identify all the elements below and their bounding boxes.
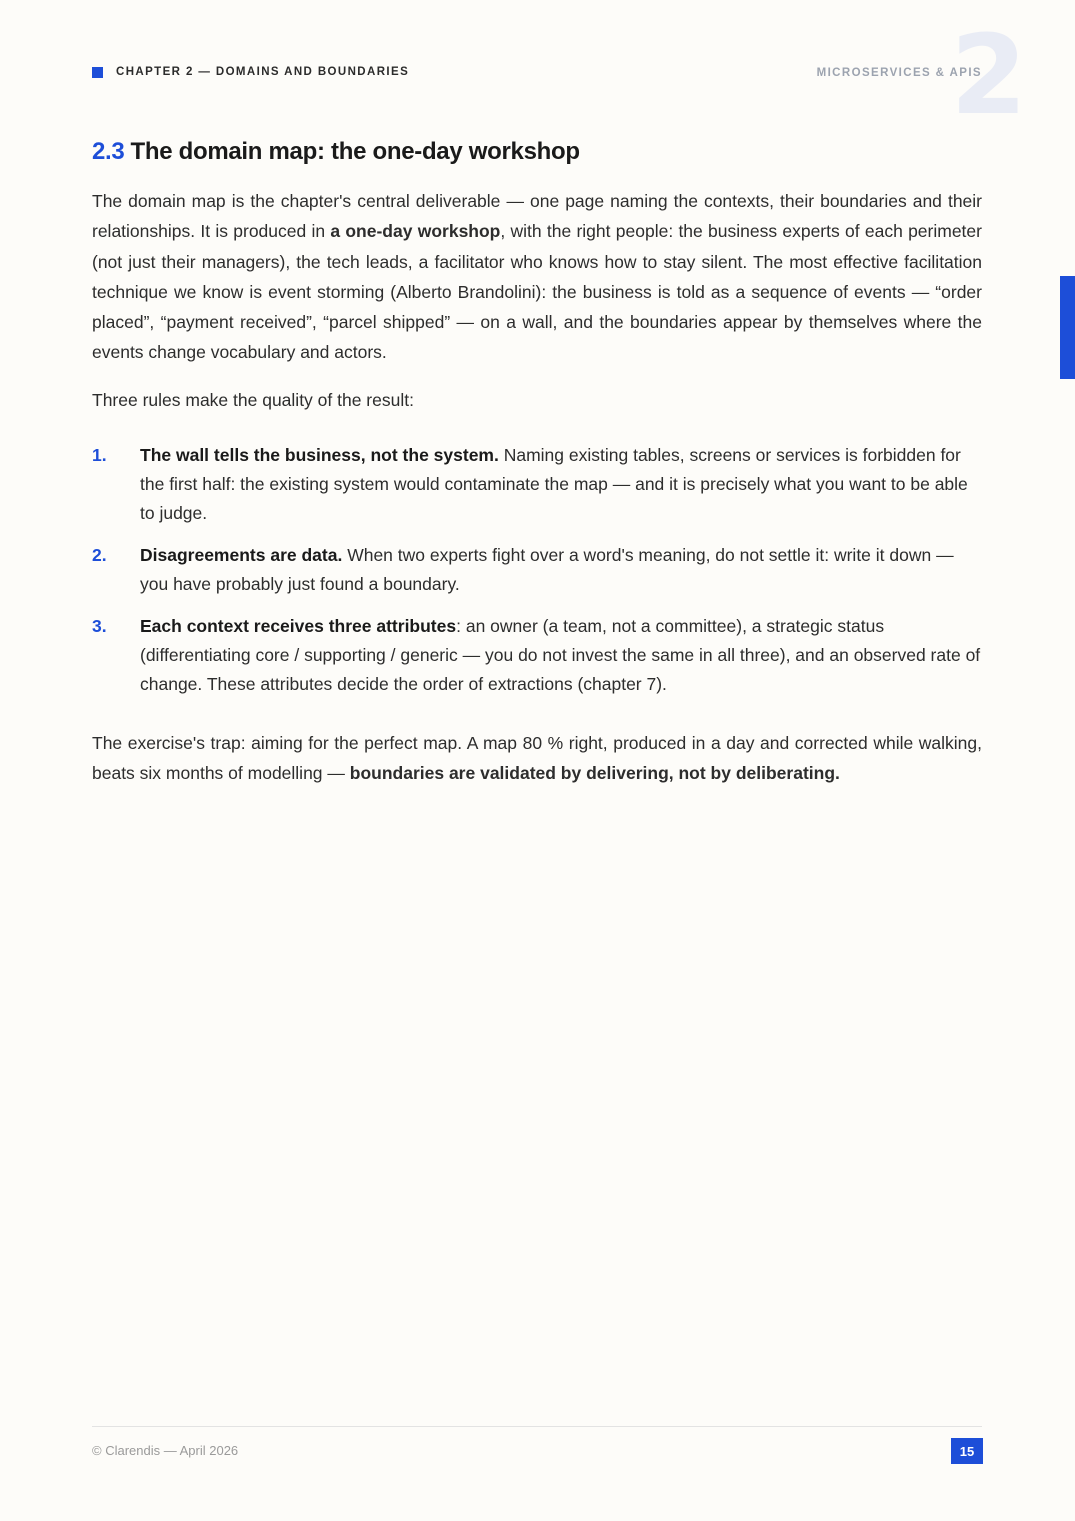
footer-divider	[92, 1426, 982, 1427]
list-item	[92, 612, 982, 699]
rule-title: Each context receives three attributes	[140, 616, 457, 637]
list-item	[92, 441, 982, 528]
section-number: 2.3	[92, 138, 125, 165]
section-title: The domain map: the one-day workshop	[130, 138, 580, 165]
rule-title: The wall tells the business, not the system.	[140, 445, 499, 466]
rule-title: Disagreements are data.	[140, 545, 343, 566]
list-number: 1.	[92, 445, 107, 466]
chapter-number-watermark: 2	[950, 11, 1027, 139]
rules-list	[92, 441, 982, 699]
intro-text-end: , with the right people: the business experts of each perimeter (not just their managers), the tech leads, a facilitator who knows how to stay silent. The most effective facilitation technique we know is event storming (Alberto Brandolini): the business is told as a sequence of events — “order placed”, “payment received”, “parcel shipped” — on a wall, and the boundaries appear by themselves where the events change vocabulary and actors.	[92, 221, 982, 363]
intro-text-start: The domain map is the chapter's central deliverable — one page naming the contexts, their boundaries and their relationships. It is produced in	[92, 191, 982, 242]
running-header	[92, 66, 409, 78]
page-number: 15	[951, 1438, 983, 1464]
rule-text: When two experts fight over a word's meaning, do not settle it: write it down — you have probably just found a boundary.	[140, 545, 954, 595]
page-content	[92, 138, 982, 789]
list-number: 2.	[92, 545, 107, 566]
chapter-label: CHAPTER 2 — DOMAINS AND BOUNDARIES	[116, 66, 410, 78]
section-heading	[92, 138, 982, 166]
list-item	[92, 541, 982, 599]
closing-text: The exercise's trap: aiming for the perfect map. A map 80 % right, produced in a day and corrected while walking, beats six months of modelling —	[92, 733, 982, 784]
intro-paragraph	[92, 186, 982, 368]
chapter-tab-marker	[1060, 276, 1075, 379]
rule-text: Naming existing tables, screens or services is forbidden for the first half: the existing system would contaminate the map — and it is precisely what you want to be able to judge.	[140, 445, 968, 524]
chapter-marker-icon	[92, 67, 103, 78]
rules-lead-in: Three rules make the quality of the result:	[92, 389, 414, 410]
list-number: 3.	[92, 616, 107, 637]
rule-text: : an owner (a team, not a committee), a strategic status (differentiating core / supporting / generic — you do not invest the same in all three), and an observed rate of change. These attributes decide the order of extractions (chapter 7).	[140, 616, 981, 695]
closing-emphasis: boundaries are validated by delivering, not by deliberating.	[349, 763, 840, 784]
footer-copyright: © Clarendis — April 2026	[92, 1443, 239, 1458]
closing-paragraph	[92, 728, 982, 789]
book-title: MICROSERVICES & APIS	[816, 67, 982, 79]
intro-emphasis: a one-day workshop	[330, 221, 501, 242]
